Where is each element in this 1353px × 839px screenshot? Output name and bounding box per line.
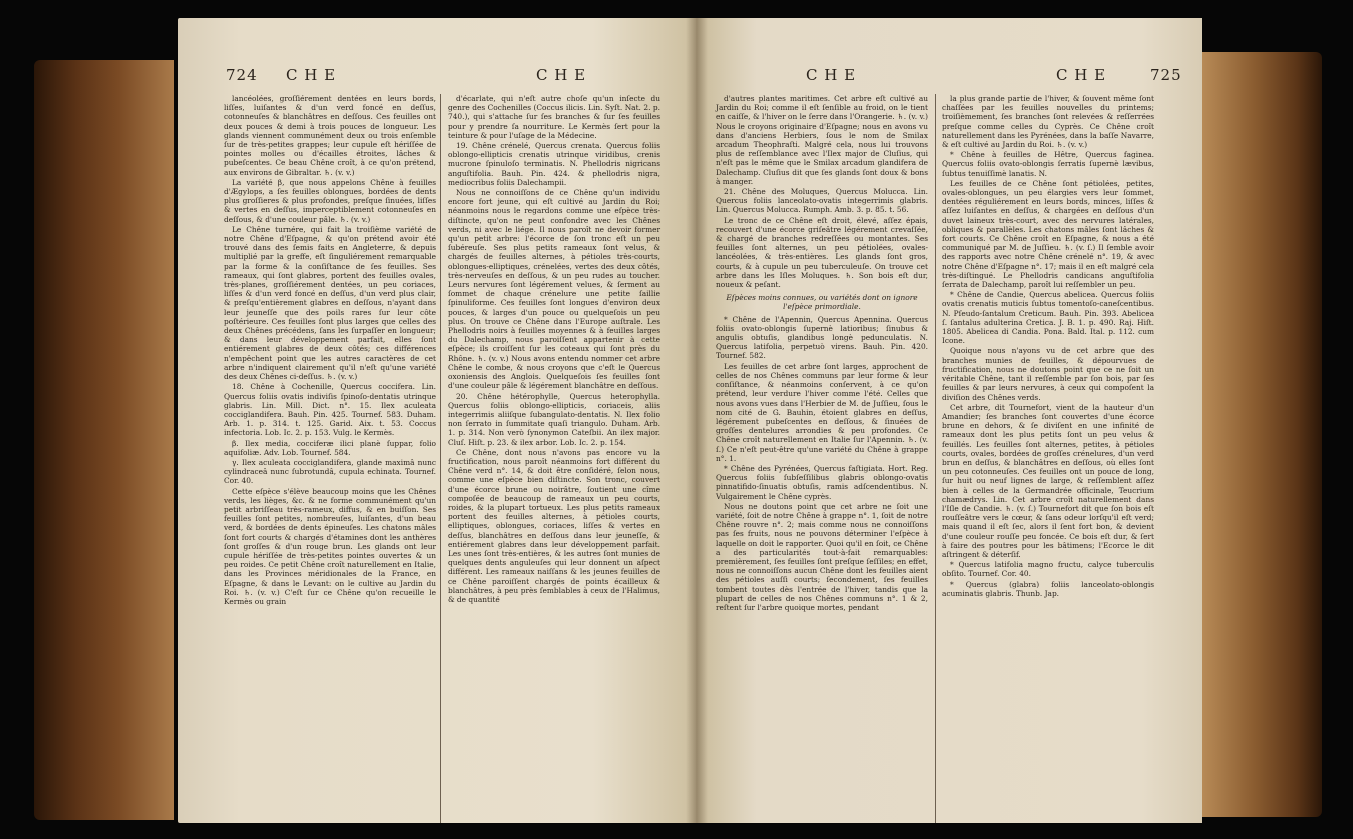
paragraph: Les feuilles de ce Chêne ſont pétiolées, petites, ovales-oblongues, un peu élargies vers leur ſommet, dentées réguliérement en leurs bords, minces, liſſes & aſſez luiſantes en deſſus, & chargées en deſſous d'un duvet laineux très-court, avec des nervures latérales, obliques & parallèles. Les chatons mâles ſont lâches & fort courts. Ce Chêne croît en Eſpagne, & nous a été communiqué par M. de Juſſieu. ♄. (v. ſ.) Il ſemble avoir des rapports avec notre Chêne crénelé n°. 19, & avec notre Chêne d'Eſpagne n°. 17; mais il en eſt malgré cela très-diſtingué. Le Phellodris candicans anguſtifolia ſerrata de Dalechamp, paroît lui reſſembler un peu. <box>942 178 1154 290</box>
paragraph: β. Ilex media, cocciferæ ilici planè ſuppar, folio aquifoliæ. Adv. Lob. Tournef. 584. <box>224 438 436 457</box>
paragraph: Quoique nous n'ayons vu de cet arbre que des branches munies de feuilles, & dépourvues de fructification, nous ne doutons point que ce ne ſoit un véritable Chêne, tant il reſſemble par ſon bois, par ſes feuilles & par leurs nervures, à ceux qui compoſent la diviſion des Chênes verds. <box>942 346 1154 402</box>
paragraph: * Chêne de l'Apennin, Quercus Apennina. Quercus foliis ovato-oblongis ſupernè latioribus; ſinubus & angulis obtuſis, glandibus longè pedunculatis. N. Quercus latifolia, perpetuò virens. Bauh. Pin. 420. Tournef. 582. <box>716 314 928 361</box>
paragraph: Cet arbre, dit Tournefort, vient de la hauteur d'un Amandier; ſes branches ſont couvertes d'une écorce brune en dehors, & ſe diviſent en une infinité de rameaux dont les plus petits ſont un peu velus & feuillés. Les feuilles ſont alternes, petites, à pétioles courts, ovales, bordées de groſſes crénelures, d'un verd brun en deſſus, & blanchâtres en deſſous, où elles ſont un peu cotonneuſes. Ces feuilles ont un pouce de long, ſur huit ou neuf lignes de large, & reſſemblent aſſez bien à celles de la Germandrée officinale, Teucrium chamædrys. Lin. Cet arbre croît naturellement dans l'Iſle de Candie. ♄. (v. ſ.) Tournefort dit que ſon bois eſt rouſſeâtre vers le cœur, & ſans odeur lorſqu'il eſt verd; mais quand il eſt ſec, alors il ſent fort bon, & devient d'une couleur rouſſe peu foncée. Ce bois eſt dur, & ſert à faire des poutres pour les bâtimens; l'Ecorce le dit aſtringent & déterſif. <box>942 402 1154 559</box>
column-rule <box>440 94 441 823</box>
paragraph: Les feuilles de cet arbre ſont larges, approchent de celles de nos Chênes communs par leur forme & leur conſiſtance, & néanmoins conſervent, à ce qu'on prétend, leur verdure l'hiver comme l'été. Celles que nous avons vues dans l'Herbier de M. de Juſſieu, ſous le nom cité de G. Bauhin, étoient glabres en deſſus, légérement pubeſcentes en deſſous, & ſinuées de groſſes dentelures arrondies & peu profondes. Ce Chêne croît naturellement en Italie ſur l'Apennin. ♄. (v. ſ.) Ce n'eſt peut-être qu'une variété du Chêne à grappe n°. 1. <box>716 361 928 463</box>
book-edge-right <box>1200 52 1322 817</box>
right-page <box>696 18 1202 823</box>
paragraph: lancéolées, groſſiérement dentées en leurs bords, liſſes, luiſantes & d'un verd foncé en deſſus, cotonneuſes & blanchâtres en deſſous. Ces feuilles ont deux pouces & demi à trois pouces de longueur. Les glands viennent communément deux ou trois enſemble ſur de très-petites grappes; leur cupule eſt hériſſée de pointes molles ou d'écailles étroites, lâches & pubeſcentes. Ce beau Chêne croît, à ce qu'on prétend, aux environs de Gibraltar. ♄. (v. v.) <box>224 94 436 177</box>
paragraph: * Chêne à feuilles de Hêtre, Quercus faginea. Quercus foliis ovato-oblongis ſerratis ſupernè lævibus, ſubtus tenuiſſimè lanatis. N. <box>942 150 1154 178</box>
right-page-number: 725 <box>1150 66 1182 84</box>
right-column-2 <box>942 94 1154 599</box>
paragraph: Le tronc de ce Chêne eſt droit, élevé, aſſez épais, recouvert d'une écorce griſeâtre légérement crevaſſée, & chargé de branches redreſſées ou montantes. Ses feuilles ſont alternes, un peu pétiolées, ovales-lancéolées, & très-entières. Les glands ſont gros, courts, & à cupule un peu tuberculeuſe. On trouve cet arbre dans les Iſles Moluques. ♄. Son bois eſt dur, noueux & peſant. <box>716 215 928 290</box>
paragraph: Nous ne connoiſſons de ce Chêne qu'un individu encore fort jeune, qui eſt cultivé au Jardin du Roi; néanmoins nous le regardons comme une eſpèce très-diſtincte, qu'on ne peut confondre avec les Chênes verds, ni avec le liége. Il nous paroît ne devoir former qu'un petit arbre: l'écorce de ſon tronc eſt un peu ſubéreuſe. Ses plus petits rameaux ſont velus, & chargés de feuilles alternes, à pétioles très-courts, oblongues-elliptiques, crénelées, vertes des deux côtés, très-nerveuſes en deſſous, & un peu rudes au toucher. Leurs nervures ſont légérement velues, & ſerment au ſommet de chaque crénelure une petite ſaillie ſpinuliforme. Ces feuilles ſont longues d'environ deux pouces, & larges d'un pouce ou quelqueſois un peu plus. On trouve ce Chêne dans l'Europe auſtrale. Les Phellodris noirs à feuilles moyennes & à feuilles larges du Dalechamp, nous paroiſſent appartenir à cette eſpèce; ils croiſſent ſur les coteaux qui ſont près du Rhône. ♄. (v. v.) Nous avons entendu nommer cet arbre Chêne le combe, & nous croyons que c'eſt le Quercus oxoniensis des Anglois. Quelqueſois ſes feuilles ſont d'une couleur pâle & légérement blanchâtre en deſſous. <box>448 188 660 391</box>
left-column-2 <box>448 94 660 605</box>
paragraph: * Quercus (glabra) foliis lanceolato-oblongis acuminatis glabris. Thunb. Jap. <box>942 579 1154 598</box>
book-gutter <box>686 18 708 823</box>
paragraph: Eſpèces moins connues, ou variétés dont on ignore l'eſpèce primordiale. <box>726 293 918 312</box>
paragraph: γ. Ilex aculeata cocciglandifera, glande maximâ nunc cylindraceâ nunc ſubrotundâ, cupula echinata. Tournef. Cor. 40. <box>224 457 436 486</box>
left-page <box>178 18 696 823</box>
right-running-head-1: C H E <box>806 66 857 84</box>
left-page-number: 724 <box>226 66 258 84</box>
paragraph: 19. Chêne crénelé, Quercus crenata. Quercus foliis oblongo-ellipticis crenatis utrinque viridibus, crenis mucrone ſpinuloſo terminatis. N. Phellodris nigricans anguſtifolia. Bauh. Pin. 424. & phellodris nigra, mediocribus foliis Dalechampii. <box>448 141 660 187</box>
book-edge-left <box>34 60 174 820</box>
paragraph: la plus grande partie de l'hiver, & ſouvent même ſont chaſſées par les feuilles nouvelles du printems; troiſièmement, ſes branches ſont relevées & reſſerrées preſque comme celles du Cyprès. Ce Chêne croît naturellement dans les Pyrénées, dans la baſſe Navarre, & eſt cultivé au Jardin du Roi. ♄. (v. v.) <box>942 94 1154 150</box>
paragraph: d'autres plantes maritimes. Cet arbre eſt cultivé au Jardin du Roi; comme il eſt ſenſible au froid, on le tient en caiſſe, & l'hiver on le ſerre dans l'Orangerie. ♄. (v. v.) Nous le croyons originaire d'Eſpagne; nous en avons vu dans d'anciens Herbiers, ſous le nom de Smilax arcadum Theophraſti. Malgré cela, nous lui trouvons plus de reſſemblance avec l'Ilex major de Cluſius, qui n'eſt pas le même que le Smilax arcadum glandifera de Dalechamp. Cluſius dit que ſes glands ſont doux & bons à manger. <box>716 94 928 186</box>
column-rule <box>935 94 936 823</box>
paragraph: * Chêne de Candie, Quercus abelicea. Quercus foliis ovatis crenatis muticis ſubtus tomentoſo-caneſcentibus. N. Pſeudo-ſantalum Creticum. Bauh. Pin. 393. Abelicea ſ. ſantalus adulterina Cretica. J. B. 1. p. 490. Raj. Hiſt. 1805. Abelicea di Candia. Pona. Bald. Ital. p. 112. cum Icone. <box>942 290 1154 346</box>
left-running-head-1: C H E <box>286 66 337 84</box>
paragraph: Le Chêne turnére, qui fait la troiſième variété de notre Chêne d'Eſpagne, & qu'on prétend avoir été trouvé dans des ſemis faits en Angleterre, & depuis multiplié par la greffe, eſt ſinguliérement remarquable par la forme & la conſiſtance de ſes feuilles. Ses rameaux, qui ſont glabres, portent des feuilles ovales, très-planes, groſſiérement dentées, un peu coriaces, liſſes & d'un verd foncé en deſſus, d'un verd plus clair, & preſqu'entièrement glabres en deſſous, n'ayant dans leur jeuneſſe que des poils rares ſur leur côte poſtérieure. Ces feuilles ſont plus larges que celles des deux Chênes précédens, ſans les ſurpaſſer en longueur; & dans leur développement parfait, elles ſont entiérement glabres de deux côtés; ces différences n'empêchent point que les autres caractères de cet arbre n'indiquent clairement qu'il n'eſt qu'une variété des deux Chênes ci-deſſus. ♄. (v. v.) <box>224 224 436 382</box>
left-running-head-2: C H E <box>536 66 587 84</box>
paragraph: Cette eſpèce s'élève beaucoup moins que les Chênes verds, les lièges, &c. & ne forme communément qu'un petit arbriſſeau très-rameux, diffus, & en buiſſon. Ses feuilles ſont petites, nombreuſes, luiſantes, d'un beau verd, & bordées de dents épineuſes. Les chatons mâles ſont fort courts & chargés d'étamines dont les anthères ſont groſſes & d'un rouge brun. Les glands ont leur cupule hériſſée de très-petites pointes ouvertes & un peu roides. Ce petit Chêne croît naturellement en Italie, dans les Provinces méridionales de la France, en Eſpagne, & dans le Levant: on le cultive au Jardin du Roi. ♄. (v. v.) C'eſt ſur ce Chêne qu'on recueille le Kermès ou grain <box>224 486 436 606</box>
paragraph: * Quercus latifolia magno fructu, calyce tuberculis obſito. Tournef. Cor. 40. <box>942 560 1154 579</box>
paragraph: * Chêne des Pyrénées, Quercus faſtigiata. Hort. Reg. Quercus foliis ſubſeſſilibus glabris oblongo-ovatis pinnatifido-ſinuatis obtuſis, ramis adſcendentibus. N. Vulgairement le Chêne cyprès. <box>716 463 928 501</box>
right-running-head-2: C H E <box>1056 66 1107 84</box>
paragraph: 20. Chêne hétérophylle, Quercus heterophylla. Quercus foliis oblongo-ellipticis, coriaceis, aliis integerrimis aliiſque ſubangulato-dentatis. N. Ilex folio non ſerrato in ſummitate quaſi triangulo. Duham. Arb. 1. p. 314. Non verò ſynonymon Cateſbii. An ilex major. Cluſ. Hiſt. p. 23. & ilex arbor. Lob. Ic. 2. p. 154. <box>448 391 660 447</box>
paragraph: 18. Chêne à Cochenille, Quercus coccifera. Lin. Quercus foliis ovatis indiviſis ſpinoſo-dentatis utrinque glabris. Lin. Mill. Dict. n°. 15. Ilex aculeata cocciglandifera. Bauh. Pin. 425. Tournef. 583. Duham. Arb. 1. p. 314. t. 125. Garid. Aix. t. 53. Coccus infectoria. Lob. Ic. 2. p. 153. Vulg. le Kermès. <box>224 382 436 438</box>
left-column-1 <box>224 94 436 607</box>
paragraph: Nous ne doutons point que cet arbre ne ſoit une variété, ſoit de notre Chêne à grappe n°. 1, ſoit de notre Chêne rouvre n°. 2; mais comme nous ne connoiſſons pas ſes fruits, nous ne pouvons déterminer l'eſpèce à laquelle on doit le rapporter. Quoi qu'il en ſoit, ce Chêne a des particularités tout-à-fait remarquables: premièrement, ſes feuilles ſont preſque ſeſſiles; en effet, nous ne connoiſſons aucun Chêne dont les feuilles aient des pétioles auſſi courts; ſecondement, ſes feuilles tombent toutes dès l'entrée de l'hiver, tandis que la plupart de celles de nos Chênes communs n°. 1 & 2, reſtent ſur l'arbre quoique mortes, pendant <box>716 501 928 612</box>
paragraph: Ce Chêne, dont nous n'avons pas encore vu la fructification, nous paroît néanmoins fort différent du Chêne verd n°. 14, & doit être conſidéré, ſelon nous, comme une eſpèce bien diſtincte. Son tronc, couvert d'une écorce brune ou noirâtre, ſoutient une cîme compoſée de beaucoup de rameaux un peu courts, roides, & la plupart tortueux. Les plus petits rameaux portent des feuilles alternes, à pétioles courts, elliptiques, oblongues, coriaces, liſſes & vertes en deſſus, blanchâtres en deſſous dans leur jeuneſſe, & entiérement glabres dans leur développement parfait. Les unes ſont très-entières, & les autres ſont munies de quelques dents anguleuſes qui leur donnent un aſpect différent. Les rameaux naiſſans & les jeunes feuilles de ce Chêne paroiſſent chargés de points écailleux & blanchâtres, à peu près ſemblables à ceux de l'Halimus, & de quantité <box>448 447 660 604</box>
paragraph: d'écarlate, qui n'eſt autre choſe qu'un inſecte du genre des Cochenilles (Coccus ilicis. Lin. Syſt. Nat. 2. p. 740.), qui s'attache ſur ſes branches & ſur ſes feuilles pour y prendre ſa nourriture. Le Kermès ſert pour la teinture & pour l'uſage de la Médecine. <box>448 94 660 140</box>
paragraph: 21. Chêne des Moluques, Quercus Molucca. Lin. Quercus foliis lanceolato-ovatis integerrimis glabris. Lin. Quercus Molucca. Rumph. Amb. 3. p. 85. t. 56. <box>716 187 928 215</box>
paragraph: La variété β, que nous appelons Chêne à feuilles d'Ægylops, a ſes feuilles oblongues, bordées de dents plus groſſieres & plus profondes, preſque ſinuées, liſſes & vertes en deſſus, imperceptiblement cotonneuſes en deſſous, & d'une couleur pâle. ♄. (v. v.) <box>224 177 436 224</box>
right-column-1 <box>716 94 928 613</box>
